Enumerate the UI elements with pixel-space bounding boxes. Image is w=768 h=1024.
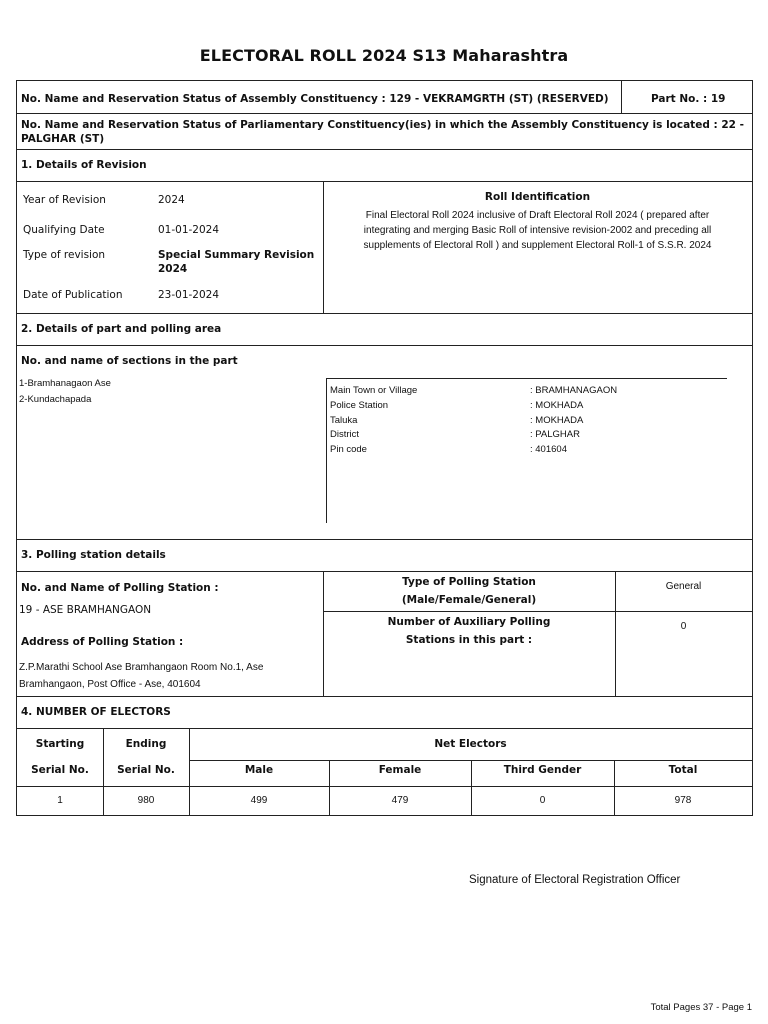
parliamentary-constituency-line1: No. Name and Reservation Status of Parliamentary Constituency(ies) in which the Assembly Constituency is located : 22 - [21,119,744,131]
detail-value: : MOKHADA [530,400,584,411]
divider [323,611,752,612]
section-heading-electors: 4. NUMBER OF ELECTORS [21,706,171,718]
type-of-revision-value-line2: 2024 [158,263,188,275]
detail-label: Taluka [330,415,358,426]
qualifying-date-value: 01-01-2024 [158,224,220,236]
polling-station-type-value: General [665,581,702,592]
roll-identification-line2: integrating and merging Basic Roll of intensive revision-2002 and preceding all [363,225,712,236]
section-heading-polling: 3. Polling station details [21,549,166,561]
detail-label: Police Station [330,400,389,411]
section-item: 1-Bramhanagaon Ase [19,378,111,389]
starting-serial-value: 1 [57,795,63,806]
year-of-revision-value: 2024 [158,194,185,206]
section-item: 2-Kundachapada [19,394,92,405]
detail-label: Main Town or Village [330,385,418,396]
roll-identification-line1: Final Electoral Roll 2024 inclusive of Draft Electoral Roll 2024 ( prepared after [365,210,710,221]
detail-value: : BRAMHANAGAON [530,385,618,396]
total-value: 978 [674,795,692,806]
divider [17,728,752,729]
detail-label: Pin code [330,444,367,455]
type-of-revision-value-line1: Special Summary Revision [158,249,315,261]
female-value: 479 [391,795,409,806]
polling-station-address-line1: Z.P.Marathi School Ase Bramhangaon Room No.1, Ase [19,662,264,673]
divider [17,786,752,787]
divider [17,696,752,697]
auxiliary-stations-label-line1: Number of Auxiliary Polling [387,616,551,628]
type-of-revision-label: Type of revision [23,249,106,261]
net-electors-header: Net Electors [434,738,507,750]
male-header: Male [244,764,274,776]
polling-station-address-line2: Bramhangaon, Post Office - Ase, 401604 [19,679,201,690]
document-title: ELECTORAL ROLL 2024 S13 Maharashtra [199,46,569,65]
divider [17,571,752,572]
detail-value: : MOKHADA [530,415,584,426]
section-heading-part: 2. Details of part and polling area [21,323,222,335]
year-of-revision-label: Year of Revision [23,194,106,206]
part-number: Part No. : 19 [651,93,726,105]
polling-station-type-label-line1: Type of Polling Station [402,576,536,588]
sections-heading: No. and name of sections in the part [21,355,238,367]
male-value: 499 [250,795,268,806]
starting-serial-header-line1: Starting [35,738,85,750]
polling-station-name-label: No. and Name of Polling Station : [21,582,219,594]
third-gender-value: 0 [539,795,546,806]
details-box-left [326,378,327,523]
divider [17,313,752,314]
electoral-roll-form [16,80,753,816]
auxiliary-stations-label-line2: Stations in this part : [405,634,533,646]
divider [17,539,752,540]
total-header: Total [668,764,698,776]
qualifying-date-label: Qualifying Date [23,224,105,236]
female-header: Female [378,764,422,776]
polling-station-address-label: Address of Polling Station : [21,636,184,648]
assembly-constituency: No. Name and Reservation Status of Assembly Constituency : 129 - VEKRAMGRTH (ST) (RESERVED) [21,93,609,105]
ending-serial-header-line1: Ending [125,738,167,750]
auxiliary-stations-value: 0 [680,621,687,632]
polling-station-name-value: 19 - ASE BRAMHANGAON [19,604,152,616]
details-box-top [327,378,727,379]
ending-serial-header-line2: Serial No. [117,764,175,776]
roll-identification-heading: Roll Identification [484,191,591,203]
divider [17,113,752,114]
detail-value: : 401604 [530,444,567,455]
detail-label: District [330,429,360,440]
roll-identification-line3: supplements of Electoral Roll ) and supplement Electoral Roll-1 of S.S.R. 2024 [363,240,712,251]
divider [621,81,622,113]
divider [17,149,752,150]
page-number: Total Pages 37 - Page 1 [650,1002,752,1013]
divider [17,181,752,182]
signature-caption: Signature of Electoral Registration Officer [469,874,681,886]
section-heading-revision: 1. Details of Revision [21,159,147,171]
third-gender-header: Third Gender [503,764,582,776]
divider [17,345,752,346]
ending-serial-value: 980 [137,795,155,806]
date-of-publication-label: Date of Publication [23,289,123,301]
date-of-publication-value: 23-01-2024 [158,289,220,301]
polling-station-type-label-line2: (Male/Female/General) [401,594,537,606]
starting-serial-header-line2: Serial No. [31,764,89,776]
detail-value: : PALGHAR [530,429,580,440]
parliamentary-constituency-line2: PALGHAR (ST) [21,133,105,145]
